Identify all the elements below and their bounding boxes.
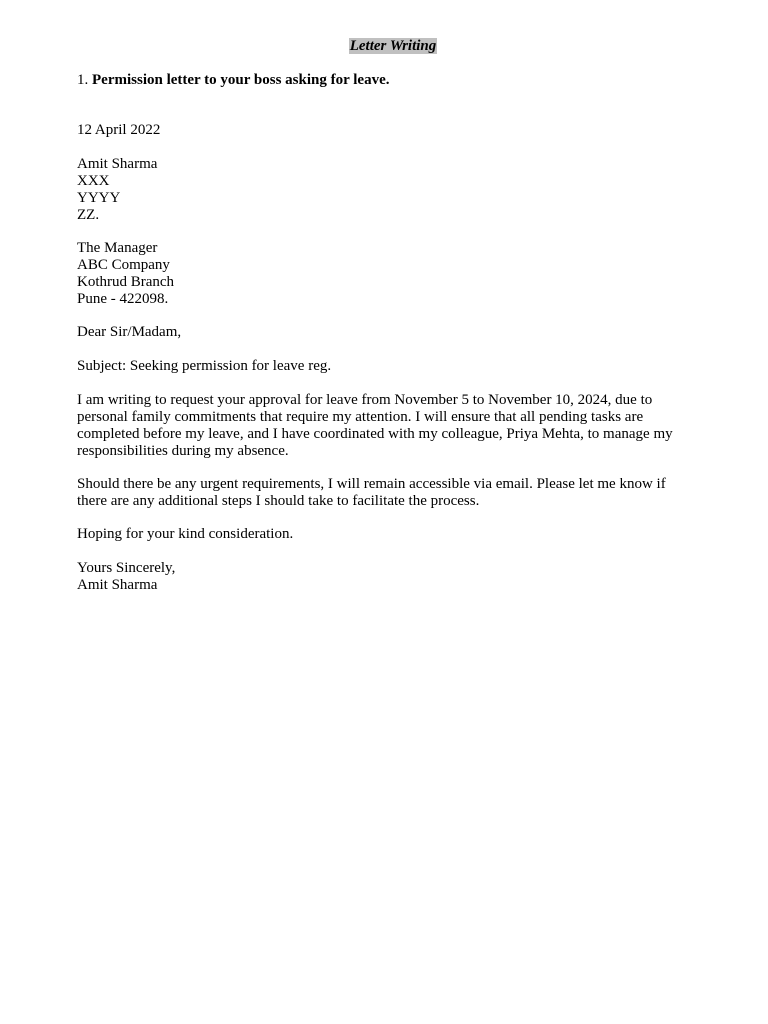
signature-name: Amit Sharma (77, 577, 158, 593)
recipient-address-line: Kothrud Branch (77, 274, 175, 290)
paragraph-line: I am writing to request your approval for leave from November 5 to November 10, 2024, due to (77, 392, 653, 408)
question-number: 1. (77, 72, 89, 88)
body-paragraph-2 (77, 476, 707, 510)
paragraph-line: personal family commitments that require my attention. I will ensure that all pending tasks are (77, 409, 644, 425)
paragraph-line: responsibilities during my absence. (77, 443, 289, 459)
paragraph-line: Should there be any urgent requirements, I will remain accessible via email. Please let me know if (77, 476, 666, 492)
question-text: Permission letter to your boss asking for leave. (92, 72, 390, 88)
subject-text: Subject: Seeking permission for leave reg. (77, 358, 332, 374)
sender-address (77, 156, 707, 224)
sender-address-line: Amit Sharma (77, 156, 158, 172)
recipient-address (77, 240, 707, 308)
salutation (77, 324, 707, 341)
paragraph-line: completed before my leave, and I have coordinated with my colleague, Priya Mehta, to manage my (77, 426, 673, 442)
recipient-address-line: The Manager (77, 240, 158, 256)
letter-date (77, 122, 707, 139)
question-heading (77, 72, 707, 89)
subject-line (77, 358, 707, 375)
closing-line (77, 526, 707, 543)
date-text: 12 April 2022 (77, 122, 161, 138)
document-title (0, 38, 768, 55)
paragraph-line: there are any additional steps I should take to facilitate the process. (77, 493, 480, 509)
body-paragraph-1 (77, 392, 707, 460)
recipient-address-line: Pune - 422098. (77, 291, 169, 307)
document-title-text: Letter Writing (349, 38, 437, 54)
sign-off-block (77, 560, 707, 594)
sender-address-line: YYYY (77, 190, 121, 206)
sender-address-line: XXX (77, 173, 110, 189)
recipient-address-line: ABC Company (77, 257, 170, 273)
sign-off-text: Yours Sincerely, (77, 560, 176, 576)
closing-line-text: Hoping for your kind consideration. (77, 526, 294, 542)
sender-address-line: ZZ. (77, 207, 100, 223)
salutation-text: Dear Sir/Madam, (77, 324, 182, 340)
